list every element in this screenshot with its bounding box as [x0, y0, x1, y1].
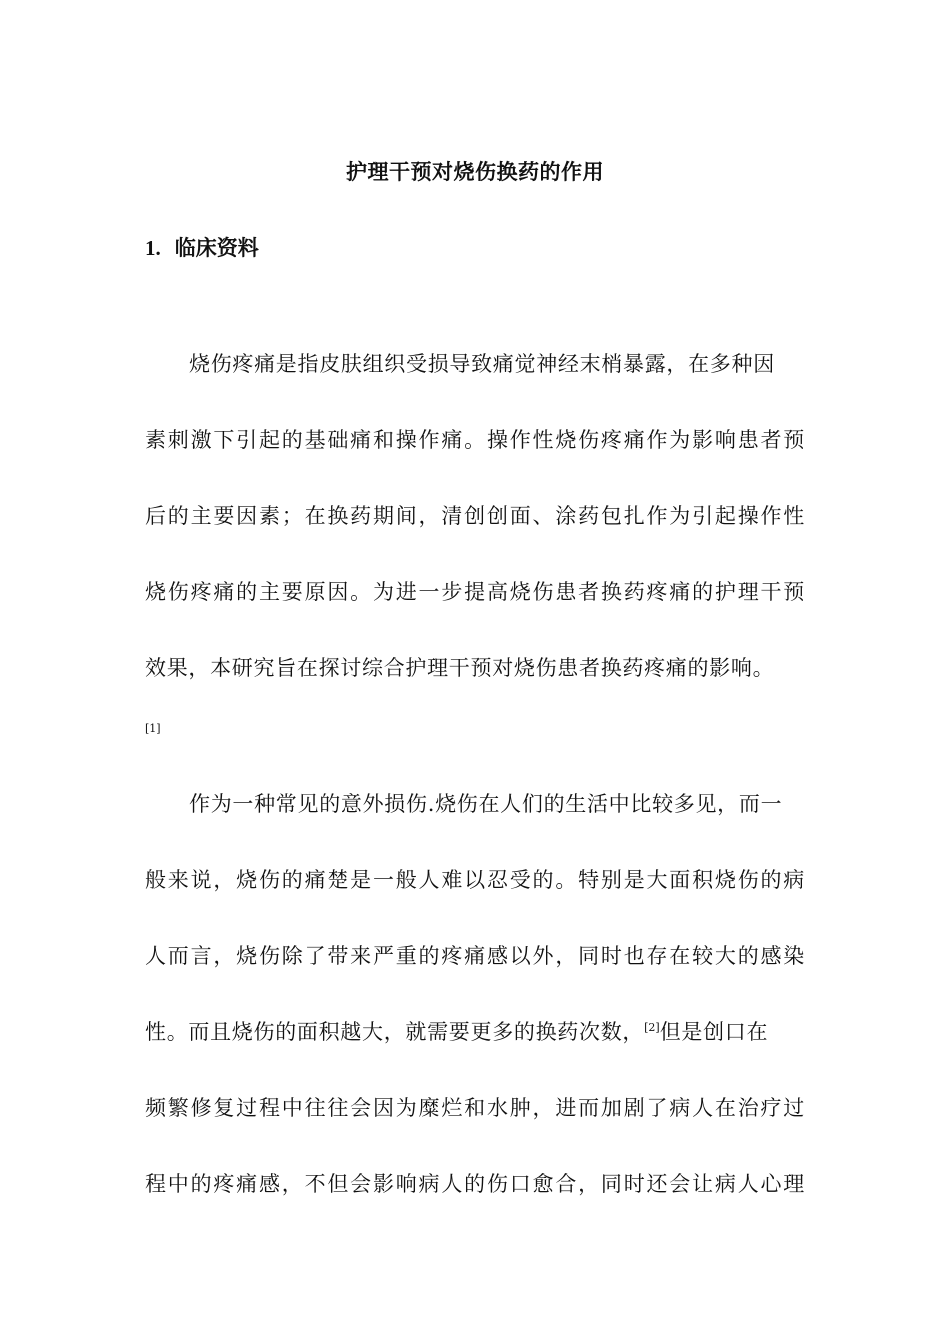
- paragraph1-line-5: 效果，本研究旨在探讨综合护理干预对烧伤患者换药疼痛的影响。: [145, 656, 775, 680]
- paragraph2-line-3: 人而言，烧伤除了带来严重的疼痛感以外，同时也存在较大的感染: [145, 944, 805, 968]
- paragraph2-line-2: 般来说，烧伤的痛楚是一般人难以忍受的。特别是大面积烧伤的病: [145, 868, 805, 892]
- citation-2: [2]: [644, 1021, 660, 1034]
- paragraph2-line-4: [145, 1016, 805, 1046]
- paragraph1-line-3: 后的主要因素；在换药期间，清创创面、涂药包扎作为引起操作性: [145, 504, 805, 528]
- paragraph2-line-5: 频繁修复过程中往往会因为糜烂和水肿，进而加剧了病人在治疗过: [145, 1096, 805, 1120]
- paragraph1-line-4: 烧伤疼痛的主要原因。为进一步提高烧伤患者换药疼痛的护理干预: [145, 580, 805, 604]
- paragraph1-line-1: 烧伤疼痛是指皮肤组织受损导致痛觉神经末梢暴露，在多种因: [189, 352, 775, 376]
- paragraph2-line-1: 作为一种常见的意外损伤.烧伤在人们的生活中比较多见，而一: [189, 792, 783, 816]
- document-title: 护理干预对烧伤换药的作用: [346, 160, 604, 184]
- section-heading: [145, 232, 259, 262]
- section-number: 1.: [145, 236, 161, 260]
- paragraph1-line-2: 素刺激下引起的基础痛和操作痛。操作性烧伤疼痛作为影响患者预: [145, 428, 805, 452]
- citation-1: [1]: [145, 722, 161, 735]
- paragraph2-line-4-tail: 但是创口在: [659, 1020, 769, 1044]
- section-heading-text: 临床资料: [174, 236, 259, 260]
- paragraph2-line-6: 程中的疼痛感，不但会影响病人的伤口愈合，同时还会让病人心理: [145, 1172, 805, 1196]
- paragraph2-line-4-head: 性。而且烧伤的面积越大，就需要更多的换药次数，: [145, 1020, 645, 1044]
